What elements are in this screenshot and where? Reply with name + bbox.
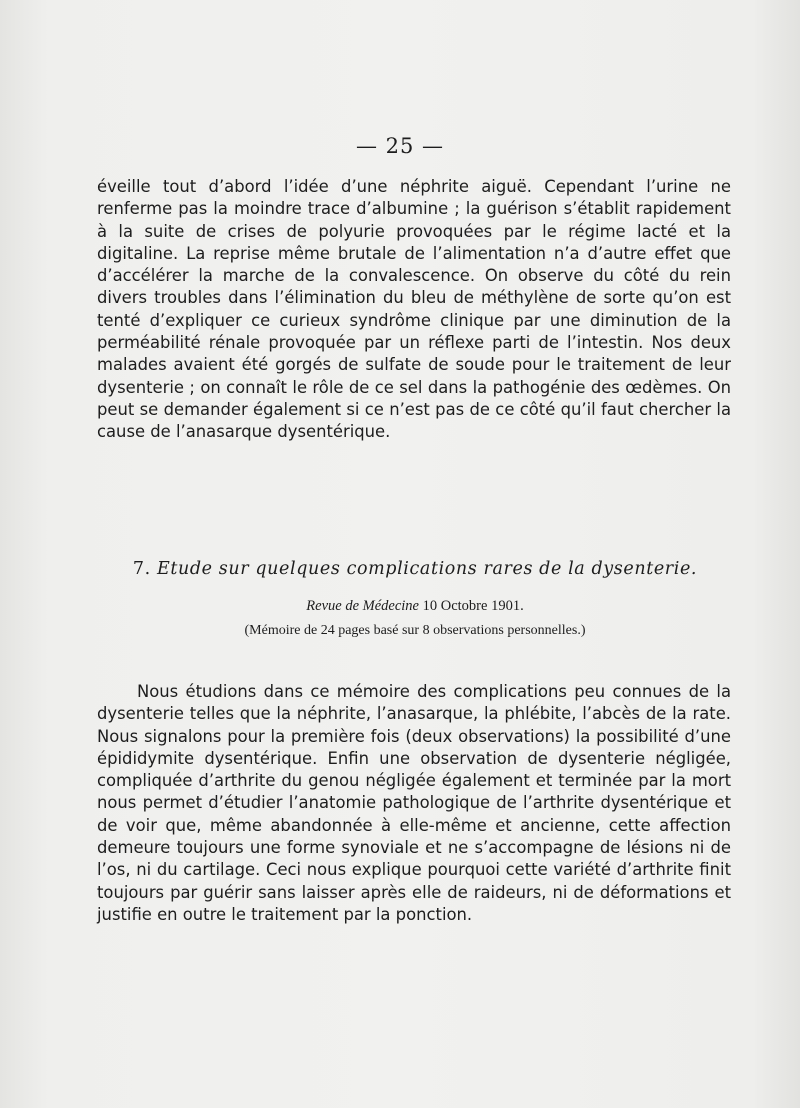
memo-note: (Mémoire de 24 pages basé sur 8 observations personnelles.) — [244, 623, 586, 638]
citation — [0, 598, 800, 615]
journal-name: Revue de Médecine — [306, 598, 419, 614]
publication-date: 10 Octobre 1901. — [422, 598, 524, 614]
page-number: — 25 — — [355, 134, 445, 158]
paragraph-complications: Nous étudions dans ce mémoire des complications peu connues de la dysenterie telles que la néphrite, l’anasarque, la phlébite, l’abcès de la rate. Nous signalons pour la première fois (deux observations) la possibilité d’une épididymite dysentérique. Enfin une observation de dysenterie négligée, compliquée d’arthrite du genou négligée également et terminée par la mort nous permet d’étudier l’anatomie pathologique de l’arthrite dysentérique et de voir que, même abandonnée à elle-même et ancienne, cette affection demeure toujours une forme synoviale et ne s’accompagne de lésions ni de l’os, ni du cartilage. Ceci nous explique pourquoi cette variété d’arthrite finit toujours par guérir sans laisser après elle de raideurs, ni de déformations et justifie en outre le traitement par la ponction. — [97, 682, 731, 924]
section-number: 7. — [132, 559, 151, 579]
section-title: Etude sur quelques complications rares de la dysenterie. — [157, 559, 698, 579]
paragraph-nephrite: éveille tout d’abord l’idée d’une néphrite aiguë. Cependant l’urine ne renferme pas la moindre trace d’albumine ; la guérison s’établit rapidement à la suite de crises de polyurie provoquées par le régime lacté et la digitaline. La reprise même brutale de l’alimentation n’a d’autre effet que d’accélérer la marche de la convalescence. On observe du côté du rein divers troubles dans l’élimination du bleu de méthylène de sorte qu’on est tenté d’expliquer ce curieux syndrôme clinique par une diminution de la perméabilité rénale provoquée par un réflexe parti de l’intestin. Nos deux malades avaient été gorgés de sulfate de soude pour le traitement de leur dysenterie ; on connaît le rôle de ce sel dans la pathogénie des œdèmes. On peut se demander également si ce n’est pas de ce côté qu’il faut chercher la cause de l’anasarque dysentérique. — [97, 177, 731, 442]
section-heading — [0, 559, 800, 579]
